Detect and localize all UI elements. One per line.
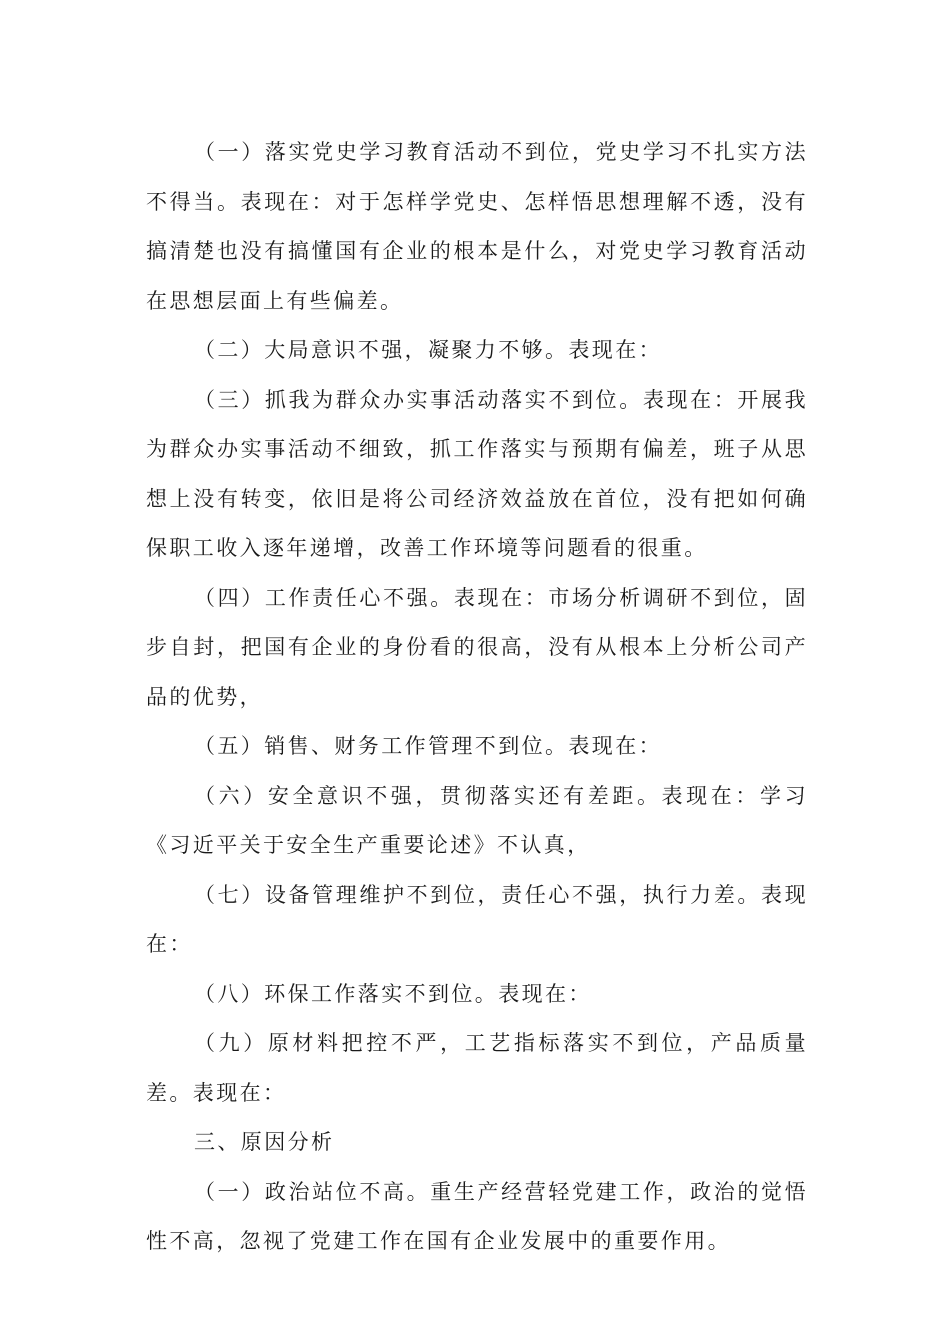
document-body (146, 128, 808, 1267)
paragraph-6: （六）安全意识不强，贯彻落实还有差距。表现在：学习《习近平关于安全生产重要论述》不认真， (146, 783, 808, 857)
paragraph-4: （四）工作责任心不强。表现在：市场分析调研不到位，固步自封，把国有企业的身份看的很高，没有从根本上分析公司产品的优势， (146, 585, 808, 709)
paragraph-2: （二）大局意识不强，凝聚力不够。表现在： (194, 338, 662, 362)
paragraph-7: （七）设备管理维护不到位，责任心不强，执行力差。表现在： (146, 882, 808, 956)
paragraph-10: （一）政治站位不高。重生产经营轻党建工作，政治的觉悟性不高，忽视了党建工作在国有企业发展中的重要作用。 (146, 1179, 808, 1253)
paragraph-3: （三）抓我为群众办实事活动落实不到位。表现在：开展我为群众办实事活动不细致，抓工作落实与预期有偏差，班子从思想上没有转变，依旧是将公司经济效益放在首位，没有把如何确保职工收入逐年递增，改善工作环境等问题看的很重。 (146, 387, 808, 560)
paragraph-8: （八）环保工作落实不到位。表现在： (194, 981, 592, 1006)
paragraph-5: （五）销售、财务工作管理不到位。表现在： (194, 734, 662, 758)
paragraph-1: （一）落实党史学习教育活动不到位，党史学习不扎实方法不得当。表现在：对于怎样学党史、怎样悟思想理解不透，没有搞清楚也没有搞懂国有企业的根本是什么，对党史学习教育活动在思想层面上有些偏差。 (146, 140, 808, 313)
section-heading: 三、原因分析 (194, 1130, 335, 1154)
paragraph-9: （九）原材料把控不严，工艺指标落实不到位，产品质量差。表现在： (146, 1031, 808, 1105)
